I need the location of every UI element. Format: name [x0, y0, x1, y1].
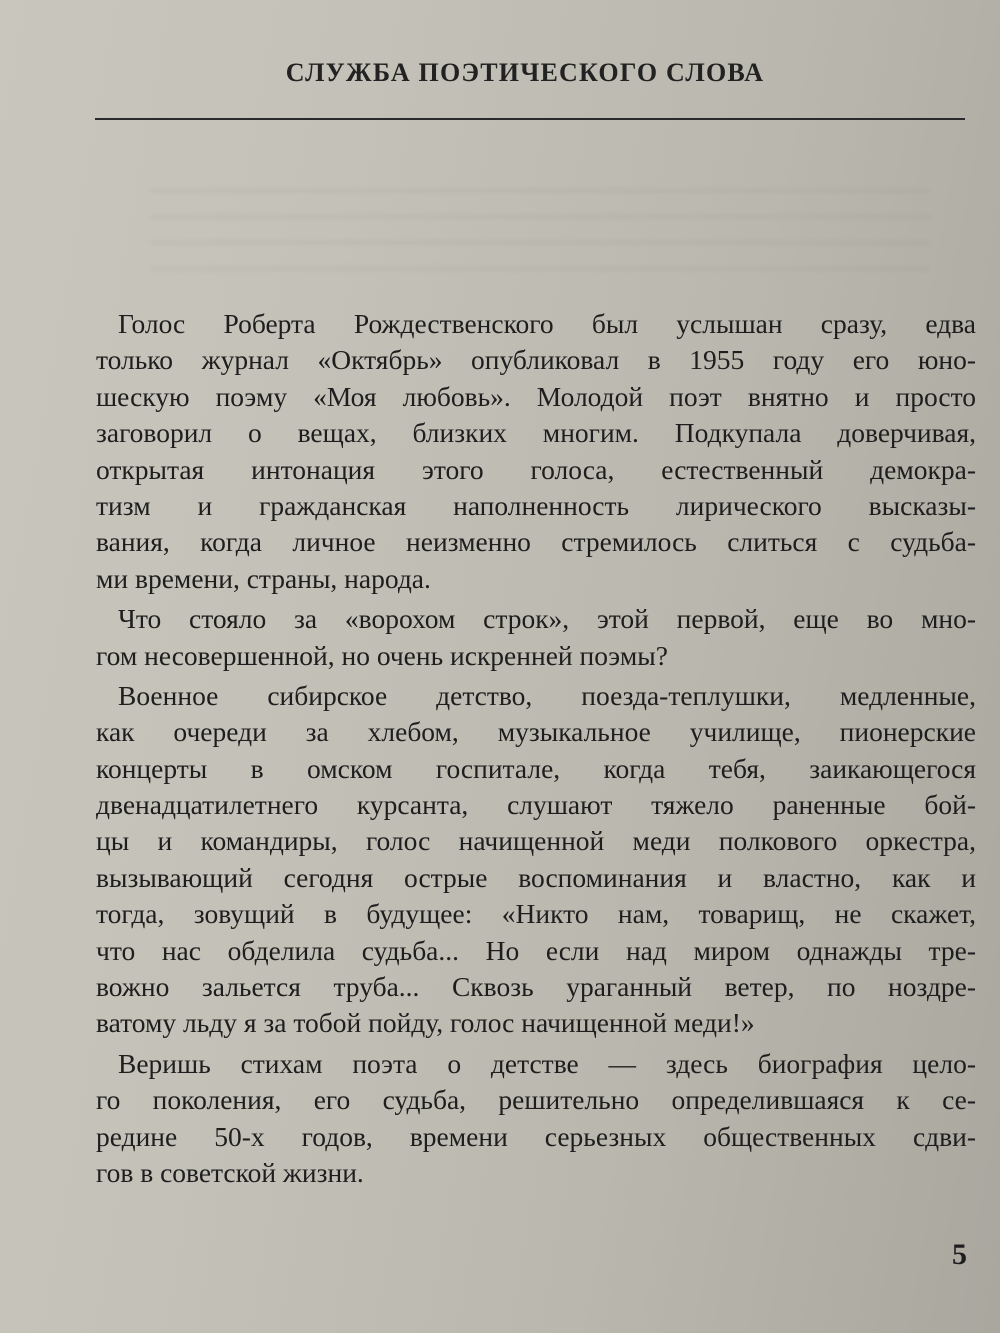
- text-line: открытая интонация этого голоса, естественный демокра-: [96, 453, 976, 485]
- text-line: Веришь стихам поэта о детстве — здесь биография цело-: [118, 1047, 976, 1079]
- text-line: только журнал «Октябрь» опубликовал в 1955 году его юно-: [96, 344, 976, 376]
- text-line: Что стояло за «ворохом строк», этой первой, еще во мно-: [118, 603, 976, 635]
- body-text: [96, 306, 976, 1195]
- text-line: вания, когда личное неизменно стремилось слиться с судьба-: [96, 526, 976, 558]
- text-line: го поколения, его судьба, решительно определившаяся к се-: [96, 1084, 976, 1116]
- text-line: вызывающий сегодня острые воспоминания и властно, как и: [96, 861, 976, 893]
- text-line: тизм и гражданская наполненность лирического высказы-: [96, 489, 976, 521]
- running-head: СЛУЖБА ПОЭТИЧЕСКОГО СЛОВА: [285, 58, 765, 87]
- paragraph-3: [96, 678, 976, 1042]
- text-line: двенадцатилетнего курсанта, слушают тяжело раненные бой-: [96, 789, 976, 821]
- page-number: 5: [952, 1238, 967, 1271]
- text-line: редине 50-х годов, времени серьезных общественных сдви-: [96, 1120, 976, 1152]
- paragraph-1: [96, 306, 976, 597]
- text-line: гов в советской жизни.: [96, 1156, 364, 1188]
- text-line: шескую поэму «Моя любовь». Молодой поэт внятно и просто: [96, 380, 976, 412]
- text-line: как очереди за хлебом, музыкальное училище, пионерские: [96, 716, 976, 748]
- show-through-text: [150, 168, 930, 278]
- text-line: что нас обделила судьба... Но если над миром однажды тре-: [96, 934, 976, 966]
- text-line: тогда, зовущий в будущее: «Никто нам, товарищ, не скажет,: [96, 898, 976, 930]
- text-line: Голос Роберта Рождественского был услышан сразу, едва: [118, 308, 976, 339]
- text-line: концерты в омском госпитале, когда тебя, заикающегося: [96, 752, 976, 784]
- text-line: ватому льду я за тобой пойду, голос начищенной меди!»: [96, 1007, 755, 1039]
- text-line: гом несовершенной, но очень искренней поэмы?: [96, 639, 668, 671]
- header-rule: [95, 118, 965, 120]
- text-line: заговорил о вещах, близких многим. Подкупала доверчивая,: [96, 417, 976, 449]
- paragraph-2: [96, 601, 976, 674]
- text-line: ми времени, страны, народа.: [96, 562, 431, 594]
- text-line: цы и командиры, голос начищенной меди полкового оркестра,: [96, 825, 976, 857]
- text-line: вожно зальется труба... Сквозь ураганный ветер, по ноздре-: [96, 971, 976, 1003]
- text-line: Военное сибирское детство, поезда-теплушки, медленные,: [118, 679, 976, 711]
- paragraph-4: [96, 1046, 976, 1192]
